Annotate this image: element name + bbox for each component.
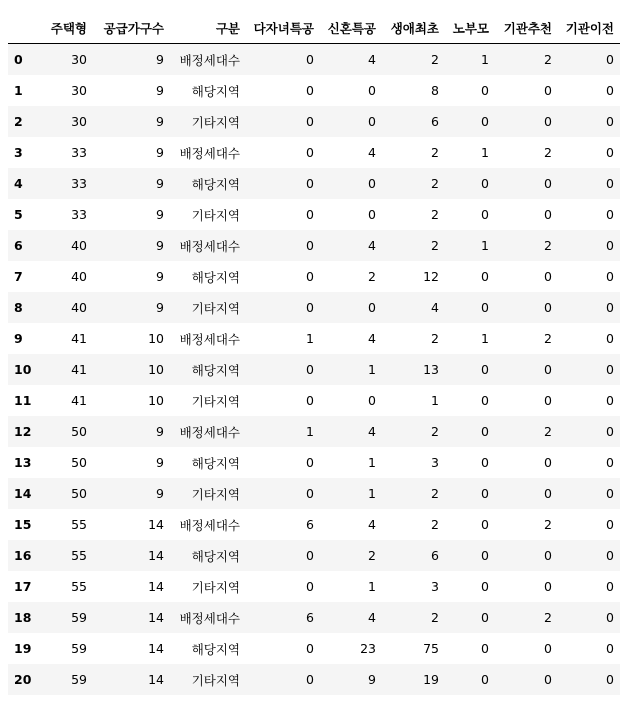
table-cell-newlywed: 1 [368,486,376,501]
table-cell-multi-child: 0 [306,83,314,98]
table-row [8,323,620,354]
table-row [8,385,620,416]
table-cell-institution-relocation: 0 [606,300,614,315]
table-cell-newlywed: 4 [368,145,376,160]
table-cell-supply-count: 9 [156,300,164,315]
table-cell-institution-recommend: 0 [544,176,552,191]
table-cell-supply-count: 9 [156,83,164,98]
row-index: 16 [14,548,32,563]
table-cell-category: 해당지역 [191,83,240,99]
table-cell-category: 기타지역 [191,207,240,223]
table-cell-institution-relocation: 0 [606,548,614,563]
table-cell-first-life: 2 [431,517,439,532]
table-cell-first-life: 3 [431,579,439,594]
table-cell-supply-count: 9 [156,486,164,501]
column-header-newlywed: 신혼특공 [320,12,382,44]
table-cell-multi-child: 0 [306,579,314,594]
row-index: 15 [14,517,32,532]
table-cell-elderly-parent: 1 [481,238,489,253]
table-cell-elderly-parent: 0 [481,579,489,594]
table-cell-elderly-parent: 0 [481,486,489,501]
table-cell-institution-recommend: 2 [544,145,552,160]
table-cell-elderly-parent: 1 [481,331,489,346]
table-cell-house-type: 30 [71,83,87,98]
row-index: 13 [14,455,32,470]
table-cell-multi-child: 0 [306,362,314,377]
table-cell-multi-child: 0 [306,393,314,408]
table-cell-institution-recommend: 0 [544,641,552,656]
table-cell-institution-relocation: 0 [606,362,614,377]
table-cell-supply-count: 9 [156,176,164,191]
table-cell-newlywed: 4 [368,52,376,67]
table-cell-supply-count: 9 [156,207,164,222]
table-row [8,199,620,230]
table-cell-institution-relocation: 0 [606,517,614,532]
table-row [8,137,620,168]
table-cell-house-type: 59 [71,610,87,625]
table-cell-first-life: 6 [431,114,439,129]
row-index: 5 [14,207,23,222]
table-cell-category: 배정세대수 [179,145,240,161]
table-row [8,106,620,137]
table-cell-newlywed: 4 [368,331,376,346]
table-cell-multi-child: 0 [306,145,314,160]
table-cell-institution-relocation: 0 [606,424,614,439]
table-cell-house-type: 59 [71,672,87,687]
table-cell-category: 해당지역 [191,176,240,192]
table-cell-institution-relocation: 0 [606,393,614,408]
table-cell-supply-count: 9 [156,52,164,67]
table-cell-multi-child: 0 [306,300,314,315]
table-cell-category: 배정세대수 [179,610,240,626]
table-cell-category: 기타지역 [191,486,240,502]
table-cell-institution-relocation: 0 [606,672,614,687]
table-cell-elderly-parent: 0 [481,300,489,315]
table-cell-supply-count: 14 [148,579,164,594]
table-cell-supply-count: 14 [148,610,164,625]
row-index: 0 [14,52,23,67]
table-cell-institution-relocation: 0 [606,114,614,129]
table-cell-category: 배정세대수 [179,331,240,347]
table-cell-first-life: 75 [423,641,439,656]
table-cell-supply-count: 9 [156,269,164,284]
table-cell-category: 기타지역 [191,114,240,130]
table-cell-supply-count: 9 [156,424,164,439]
table-cell-elderly-parent: 0 [481,114,489,129]
row-index: 19 [14,641,32,656]
table-cell-first-life: 13 [423,362,439,377]
table-cell-category: 기타지역 [191,300,240,316]
table-cell-institution-relocation: 0 [606,52,614,67]
table-cell-first-life: 2 [431,52,439,67]
table-cell-multi-child: 0 [306,486,314,501]
table-cell-first-life: 6 [431,548,439,563]
table-cell-house-type: 50 [71,486,87,501]
header-row [8,12,620,44]
table-cell-elderly-parent: 0 [481,393,489,408]
table-cell-house-type: 59 [71,641,87,656]
table-cell-multi-child: 0 [306,207,314,222]
table-cell-house-type: 50 [71,424,87,439]
table-cell-institution-recommend: 0 [544,486,552,501]
table-cell-newlywed: 0 [368,300,376,315]
table-cell-first-life: 12 [423,269,439,284]
table-row [8,602,620,633]
table-cell-newlywed: 1 [368,579,376,594]
table-row [8,540,620,571]
table-cell-elderly-parent: 0 [481,517,489,532]
table-cell-supply-count: 10 [148,393,164,408]
table-cell-category: 배정세대수 [179,424,240,440]
table-cell-elderly-parent: 1 [481,145,489,160]
row-index: 7 [14,269,23,284]
table-cell-elderly-parent: 0 [481,176,489,191]
table-cell-house-type: 55 [71,548,87,563]
table-cell-category: 배정세대수 [179,52,240,68]
table-row [8,75,620,106]
table-cell-institution-recommend: 2 [544,238,552,253]
table-cell-elderly-parent: 0 [481,641,489,656]
row-index: 1 [14,83,23,98]
table-cell-newlywed: 4 [368,238,376,253]
table-cell-supply-count: 14 [148,672,164,687]
table-cell-institution-recommend: 2 [544,517,552,532]
table-cell-category: 해당지역 [191,455,240,471]
table-cell-multi-child: 0 [306,269,314,284]
table-cell-institution-recommend: 0 [544,83,552,98]
table-cell-institution-recommend: 0 [544,455,552,470]
table-cell-elderly-parent: 0 [481,455,489,470]
table-cell-newlywed: 2 [368,269,376,284]
table-row [8,571,620,602]
column-header-multi-child: 다자녀특공 [246,12,320,44]
table-cell-first-life: 19 [423,672,439,687]
table-cell-house-type: 41 [71,393,87,408]
table-cell-supply-count: 14 [148,641,164,656]
table-cell-supply-count: 9 [156,145,164,160]
table-cell-institution-recommend: 0 [544,672,552,687]
table-row [8,478,620,509]
table-cell-house-type: 55 [71,579,87,594]
table-row [8,633,620,664]
table-cell-first-life: 2 [431,424,439,439]
row-index: 12 [14,424,32,439]
table-cell-institution-relocation: 0 [606,269,614,284]
table-cell-first-life: 4 [431,300,439,315]
table-cell-institution-recommend: 0 [544,362,552,377]
table-cell-first-life: 2 [431,486,439,501]
table-cell-first-life: 3 [431,455,439,470]
table-cell-elderly-parent: 0 [481,362,489,377]
table-cell-category: 기타지역 [191,672,240,688]
table-cell-institution-relocation: 0 [606,579,614,594]
table-cell-supply-count: 14 [148,517,164,532]
table-cell-institution-recommend: 2 [544,424,552,439]
table-cell-house-type: 30 [71,114,87,129]
table-cell-newlywed: 1 [368,362,376,377]
table-cell-institution-relocation: 0 [606,83,614,98]
table-cell-house-type: 55 [71,517,87,532]
table-cell-institution-recommend: 0 [544,300,552,315]
dataframe-table [8,12,620,695]
row-index: 18 [14,610,32,625]
table-row [8,664,620,695]
table-cell-institution-recommend: 2 [544,331,552,346]
table-row [8,44,620,76]
table-cell-first-life: 2 [431,238,439,253]
table-cell-newlywed: 0 [368,393,376,408]
table-cell-category: 해당지역 [191,269,240,285]
row-index: 14 [14,486,32,501]
table-cell-elderly-parent: 1 [481,52,489,67]
table-cell-elderly-parent: 0 [481,548,489,563]
table-cell-newlywed: 1 [368,455,376,470]
table-cell-institution-recommend: 2 [544,610,552,625]
table-cell-multi-child: 0 [306,238,314,253]
table-body [8,44,620,696]
table-cell-institution-recommend: 0 [544,207,552,222]
table-cell-newlywed: 2 [368,548,376,563]
table-cell-institution-recommend: 0 [544,548,552,563]
table-cell-institution-relocation: 0 [606,455,614,470]
table-cell-first-life: 2 [431,610,439,625]
table-row [8,230,620,261]
table-cell-institution-recommend: 0 [544,579,552,594]
table-cell-house-type: 40 [71,300,87,315]
table-cell-newlywed: 4 [368,517,376,532]
table-cell-house-type: 30 [71,52,87,67]
table-cell-first-life: 8 [431,83,439,98]
table-cell-multi-child: 1 [306,424,314,439]
table-cell-first-life: 2 [431,145,439,160]
table-cell-house-type: 33 [71,176,87,191]
table-cell-elderly-parent: 0 [481,269,489,284]
column-header-category: 구분 [170,12,246,44]
table-cell-house-type: 50 [71,455,87,470]
table-cell-house-type: 40 [71,269,87,284]
row-index: 17 [14,579,32,594]
row-index: 10 [14,362,32,377]
table-cell-multi-child: 0 [306,52,314,67]
table-cell-newlywed: 4 [368,424,376,439]
table-cell-category: 해당지역 [191,548,240,564]
row-index: 6 [14,238,23,253]
table-cell-institution-recommend: 2 [544,52,552,67]
table-cell-institution-relocation: 0 [606,486,614,501]
table-row [8,292,620,323]
table-row [8,261,620,292]
table-cell-category: 기타지역 [191,579,240,595]
table-cell-category: 배정세대수 [179,517,240,533]
row-index: 9 [14,331,23,346]
table-cell-house-type: 33 [71,207,87,222]
table-cell-house-type: 41 [71,362,87,377]
table-cell-institution-relocation: 0 [606,610,614,625]
table-cell-institution-relocation: 0 [606,176,614,191]
table-cell-multi-child: 6 [306,610,314,625]
column-header-first-life: 생애최초 [382,12,445,44]
table-cell-category: 해당지역 [191,362,240,378]
table-cell-multi-child: 0 [306,548,314,563]
table-cell-newlywed: 4 [368,610,376,625]
table-cell-institution-recommend: 0 [544,393,552,408]
table-cell-house-type: 40 [71,238,87,253]
row-index: 8 [14,300,23,315]
table-header [8,12,620,44]
table-cell-supply-count: 9 [156,455,164,470]
table-cell-elderly-parent: 0 [481,672,489,687]
column-header-index [8,12,38,44]
table-cell-multi-child: 0 [306,114,314,129]
table-cell-house-type: 41 [71,331,87,346]
table-cell-first-life: 2 [431,207,439,222]
table-cell-first-life: 1 [431,393,439,408]
column-header-house-type: 주택형 [38,12,93,44]
table-cell-institution-relocation: 0 [606,641,614,656]
table-row [8,416,620,447]
row-index: 20 [14,672,32,687]
table-cell-multi-child: 6 [306,517,314,532]
table-cell-newlywed: 23 [360,641,376,656]
table-cell-first-life: 2 [431,331,439,346]
table-cell-supply-count: 9 [156,114,164,129]
table-cell-house-type: 33 [71,145,87,160]
row-index: 4 [14,176,23,191]
table-cell-institution-relocation: 0 [606,238,614,253]
table-cell-multi-child: 0 [306,672,314,687]
table-cell-multi-child: 0 [306,641,314,656]
table-cell-elderly-parent: 0 [481,83,489,98]
table-cell-supply-count: 9 [156,238,164,253]
table-cell-institution-relocation: 0 [606,145,614,160]
table-row [8,509,620,540]
column-header-elderly-parent: 노부모 [445,12,495,44]
table-cell-elderly-parent: 0 [481,207,489,222]
table-cell-institution-relocation: 0 [606,207,614,222]
table-cell-multi-child: 1 [306,331,314,346]
table-cell-multi-child: 0 [306,176,314,191]
table-cell-elderly-parent: 0 [481,610,489,625]
table-cell-newlywed: 0 [368,176,376,191]
column-header-institution-relocation: 기관이전 [558,12,620,44]
table-cell-supply-count: 14 [148,548,164,563]
row-index: 3 [14,145,23,160]
table-cell-multi-child: 0 [306,455,314,470]
table-cell-supply-count: 10 [148,362,164,377]
table-cell-newlywed: 9 [368,672,376,687]
table-cell-institution-recommend: 0 [544,114,552,129]
row-index: 11 [14,393,32,408]
table-cell-newlywed: 0 [368,207,376,222]
table-cell-institution-relocation: 0 [606,331,614,346]
table-row [8,447,620,478]
row-index: 2 [14,114,23,129]
table-cell-newlywed: 0 [368,114,376,129]
table-row [8,354,620,385]
table-row [8,168,620,199]
table-cell-first-life: 2 [431,176,439,191]
table-cell-category: 배정세대수 [179,238,240,254]
table-cell-newlywed: 0 [368,83,376,98]
column-header-supply-count: 공급가구수 [93,12,170,44]
table-cell-elderly-parent: 0 [481,424,489,439]
table-cell-supply-count: 10 [148,331,164,346]
table-cell-institution-recommend: 0 [544,269,552,284]
table-cell-category: 기타지역 [191,393,240,409]
table-cell-category: 해당지역 [191,641,240,657]
column-header-institution-recommend: 기관추천 [495,12,558,44]
